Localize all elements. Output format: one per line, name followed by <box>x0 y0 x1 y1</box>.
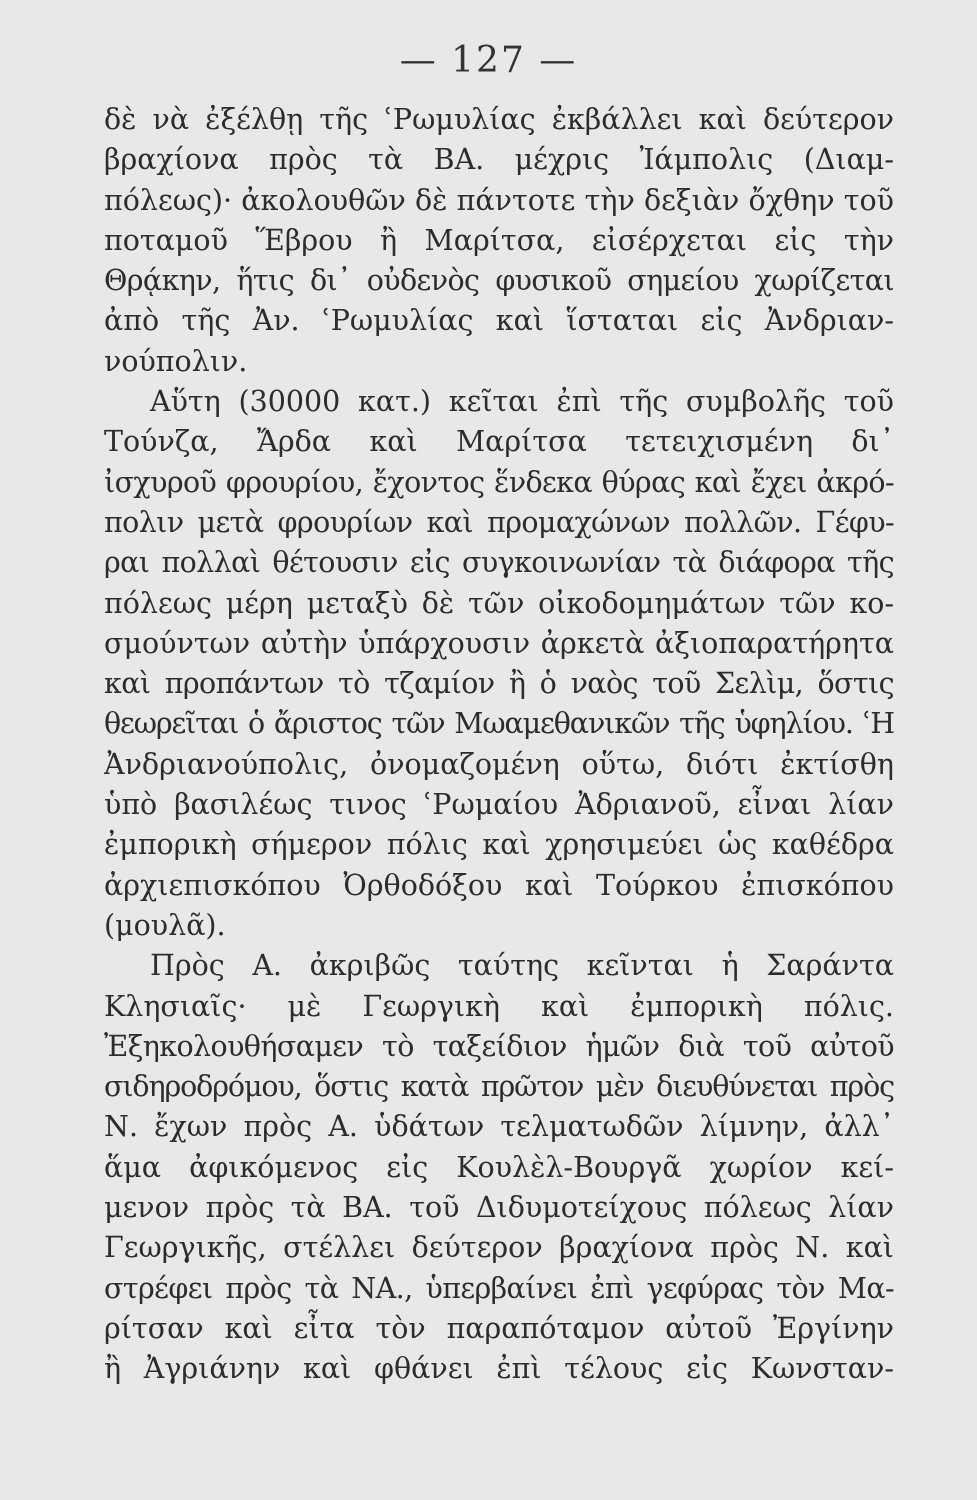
text-line: Ἀνδριανούπολις, ὀνομαζομένη οὕτω, διότι ἐκτίσθη <box>104 747 894 781</box>
text-line: ἰσχυροῦ φρουρίου, ἔχοντος ἕνδεκα θύρας καὶ ἔχει ἀκρό- <box>104 465 894 499</box>
text-line: πόλεως μέρη μεταξὺ δὲ τῶν οἰκοδομημάτων τῶν κο- <box>104 586 894 620</box>
text-line: (μουλᾶ). <box>104 908 226 942</box>
text-line: πολιν μετὰ φρουρίων καὶ προμαχώνων πολλῶν. Γέφυ- <box>104 505 894 539</box>
text-line: ποταμοῦ Ἕβρου ἢ Μαρίτσα, εἰσέρχεται εἰς τὴν <box>104 223 894 257</box>
text-line: στρέφει πρὸς τὰ ΝΑ., ὑπερβαίνει ἐπὶ γεφύρας τὸν Μα- <box>104 1271 894 1305</box>
text-line: ἀπὸ τῆς Ἀν. ʿΡωμυλίας καὶ ἵσταται εἰς Ἀνδριαν- <box>104 304 894 338</box>
text-line: μενον πρὸς τὰ ΒΑ. τοῦ Διδυμοτείχους πόλεως λίαν <box>104 1191 894 1225</box>
text-line: ὑπὸ βασιλέως τινος ʿΡωμαίου Ἀδριανοῦ, εἶναι λίαν <box>104 788 894 822</box>
text-line: δὲ νὰ ἐξέλθῃ τῆς ʿΡωμυλίας ἐκβάλλει καὶ δεύτερον <box>104 103 894 136</box>
text-line: Ν. ἔχων πρὸς Α. ὑδάτων τελματωδῶν λίμνην, ἀλλ᾽ <box>104 1110 894 1144</box>
text-line: Τούνζα, Ἄρδα καὶ Μαρίτσα τετειχισμένη δι᾽ <box>104 425 894 459</box>
text-line: Ἐξηκολουθήσαμεν τὸ ταξείδιον ἡμῶν διὰ τοῦ αὐτοῦ <box>104 1029 894 1063</box>
text-line: ἅμα ἀφικόμενος εἰς Κουλὲλ-Βουργᾶ χωρίον κεί- <box>104 1150 894 1184</box>
paragraph-start-line: Αὕτη (30000 κατ.) κεῖται ἐπὶ τῆς συμβολῆς τοῦ <box>150 385 894 419</box>
text-line: ραι πολλαὶ θέτουσιν εἰς συγκοινωνίαν τὰ διάφορα τῆς <box>104 546 894 580</box>
text-line: νούπολιν. <box>104 344 248 378</box>
text-line: σμούντων αὐτὴν ὑπάρχουσιν ἀρκετὰ ἀξιοπαρατήρητα <box>104 626 894 660</box>
text-line: Γεωργικῆς, στέλλει δεύτερον βραχίονα πρὸς Ν. καὶ <box>104 1231 894 1265</box>
text-line: πόλεως)· ἀκολουθῶν δὲ πάντοτε τὴν δεξιὰν ὄχθην τοῦ <box>104 183 894 217</box>
text-line: Κλησιαῖς· μὲ Γεωργικὴ καὶ ἐμπορικὴ πόλις. <box>104 989 894 1023</box>
text-line: ἐμπορικὴ σήμερον πόλις καὶ χρησιμεύει ὡς καθέδρα <box>104 828 894 862</box>
body-text <box>104 100 894 1390</box>
text-line: σιδηροδρόμου, ὅστις κατὰ πρῶτον μὲν διευθύνεται πρὸς <box>104 1070 894 1104</box>
paragraph-start-line: Πρὸς Α. ἀκριβῶς ταύτης κεῖνται ἡ Σαράντα <box>150 949 894 983</box>
text-line: βραχίονα πρὸς τὰ ΒΑ. μέχρις Ἰάμπολις (Διαμ- <box>104 143 894 177</box>
text-line: ἀρχιεπισκόπου Ὀρθοδόξου καὶ Τούρκου ἐπισκόπου <box>104 868 894 902</box>
text-line: ρίτσαν καὶ εἶτα τὸν παραπόταμον αὐτοῦ Ἐργίνην <box>104 1311 894 1345</box>
page-number: — 127 — <box>399 40 578 81</box>
text-line: θεωρεῖται ὁ ἄριστος τῶν Μωαμεθανικῶν τῆς ὑφηλίου. ʿΗ <box>104 707 894 741</box>
text-line: Θρᾴκην, ἥτις δι᾽ οὐδενὸς φυσικοῦ σημείου χωρίζεται <box>104 264 894 298</box>
text-line: ἢ Ἀγριάνην καὶ φθάνει ἐπὶ τέλους εἰς Κωνσταν- <box>104 1352 894 1386</box>
text-line: καὶ προπάντων τὸ τζαμίον ἢ ὁ ναὸς τοῦ Σελὶμ, ὅστις <box>104 667 894 701</box>
